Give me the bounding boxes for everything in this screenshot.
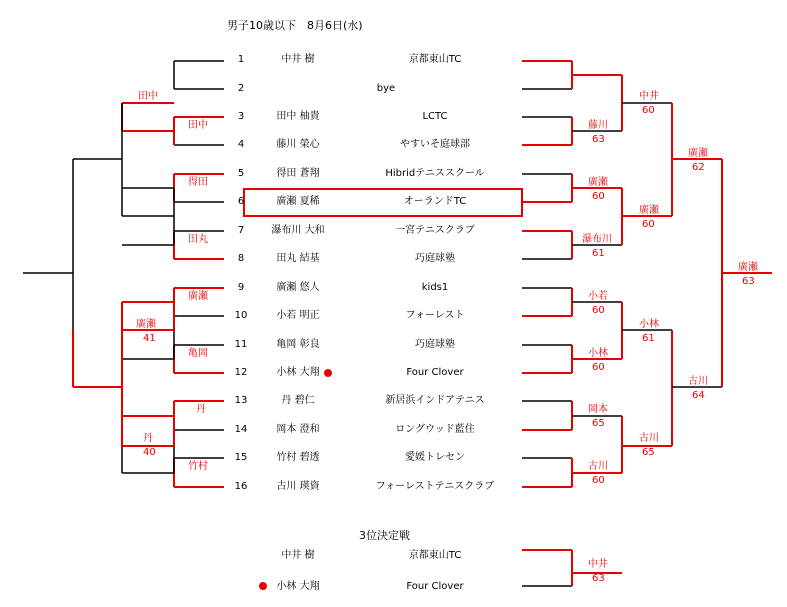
match-score: 60	[592, 305, 605, 316]
seed-number: 3	[237, 111, 245, 122]
player-name: 廣瀬 夏稀	[276, 196, 320, 207]
match-winner: 小林	[588, 348, 608, 359]
player-club: フォーレストテニスクラブ	[375, 481, 495, 492]
match-winner: 古川	[688, 376, 708, 387]
match-winner: 古川	[639, 433, 659, 444]
player-name: 丹 碧仁	[281, 395, 315, 406]
player-club: ロングウッド藍住	[395, 424, 475, 435]
player-club: オーランドTC	[403, 196, 467, 207]
match-winner: 丹	[196, 404, 206, 415]
player-club: 巧庭球塾	[415, 339, 455, 350]
match-winner: 古川	[588, 461, 608, 472]
match-winner: 廣瀬	[188, 291, 208, 302]
player-club: Hibridテニススクール	[385, 168, 485, 179]
match-winner: 廣瀬	[136, 319, 156, 330]
match-score: 61	[642, 333, 655, 344]
player-name: 藤川 榮心	[276, 139, 320, 150]
seed-number: 4	[237, 139, 245, 150]
match-score: 41	[143, 333, 156, 344]
seed-number: 15	[234, 452, 248, 463]
third-place-title: 3位決定戦	[359, 529, 410, 542]
match-winner: 田中	[188, 120, 208, 131]
seed-number: 14	[234, 424, 248, 435]
seed-number: 2	[237, 83, 245, 94]
player-name: 小若 明正	[276, 310, 320, 321]
match-score: 64	[692, 390, 705, 401]
player-name: 田中 柚貴	[276, 111, 320, 122]
match-score: 60	[642, 105, 655, 116]
champion-name: 廣瀬	[738, 262, 758, 273]
player-club: 京都東山TC	[408, 54, 462, 65]
player-club: 京都東山TC	[408, 550, 462, 561]
player-name: 岡本 澄和	[276, 424, 320, 435]
match-winner: 瀑布川	[582, 234, 612, 245]
player-name: 亀岡 彰良	[276, 339, 320, 350]
third-place-score: 63	[592, 573, 605, 584]
player-club: やすいそ庭球部	[400, 139, 470, 150]
player-club: 巧庭球塾	[415, 253, 455, 264]
player-name: 小林 大翔	[276, 367, 320, 378]
match-score: 40	[143, 447, 156, 458]
match-score: 60	[642, 219, 655, 230]
player-club: フォーレスト	[405, 310, 465, 321]
seed-number: 7	[237, 225, 245, 236]
page-title: 男子10歳以下 8月6日(水)	[227, 19, 363, 32]
player-club: 新居浜インドアテニス	[385, 395, 485, 406]
seed-number: 12	[234, 367, 248, 378]
seed-number: 9	[237, 282, 245, 293]
match-winner: 田丸	[188, 234, 208, 245]
match-winner: 廣瀬	[588, 177, 608, 188]
match-winner: 廣瀬	[688, 148, 708, 159]
match-score: 62	[692, 162, 705, 173]
player-club: kids1	[421, 282, 449, 293]
player-name: 廣瀬 悠人	[276, 282, 320, 293]
match-winner: 岡本	[588, 404, 608, 415]
match-winner: 廣瀬	[639, 205, 659, 216]
third-place-winner: 中井	[588, 559, 608, 570]
player-club: Four Clover	[406, 581, 464, 592]
player-name: 瀑布川 大和	[271, 225, 325, 236]
seed-number: 8	[237, 253, 245, 264]
seed-number: 13	[234, 395, 248, 406]
player-name: 中井 樹	[281, 54, 315, 65]
match-score: 60	[592, 191, 605, 202]
player-name: 中井 樹	[281, 550, 315, 561]
match-winner: 中井	[639, 91, 659, 102]
player-name: 竹村 碧透	[276, 452, 320, 463]
match-winner: 竹村	[188, 461, 208, 472]
match-score: 65	[642, 447, 655, 458]
seed-number: 11	[234, 339, 248, 350]
match-score: 60	[592, 362, 605, 373]
seed-number: 16	[234, 481, 248, 492]
player-club: LCTC	[422, 111, 448, 122]
seed-number: 6	[237, 196, 245, 207]
seed-number: 10	[234, 310, 248, 321]
match-score: 60	[592, 475, 605, 486]
match-score: 65	[592, 418, 605, 429]
match-winner: 藤川	[588, 120, 608, 131]
player-name: 小林 大翔	[276, 581, 320, 592]
match-winner: 丹	[143, 433, 153, 444]
player-name: 田丸 結基	[276, 253, 320, 264]
match-winner: 小若	[588, 291, 608, 302]
player-club: Four Clover	[406, 367, 464, 378]
player-club: 愛媛トレセン	[405, 452, 465, 463]
player-name: 得田 蒼翔	[276, 168, 320, 179]
seed-number: 5	[237, 168, 245, 179]
player-name: 古川 瑛資	[276, 481, 320, 492]
player-club: 一宮テニスクラブ	[395, 225, 475, 236]
seed-number: 1	[237, 54, 245, 65]
match-score: 63	[592, 134, 605, 145]
match-winner: 小林	[639, 319, 659, 330]
champion-score: 63	[742, 276, 755, 287]
match-winner: 亀岡	[188, 348, 208, 359]
match-winner: 田中	[138, 91, 158, 102]
match-score: 61	[592, 248, 605, 259]
bye-label: bye	[376, 83, 396, 94]
match-winner: 得田	[188, 177, 208, 188]
